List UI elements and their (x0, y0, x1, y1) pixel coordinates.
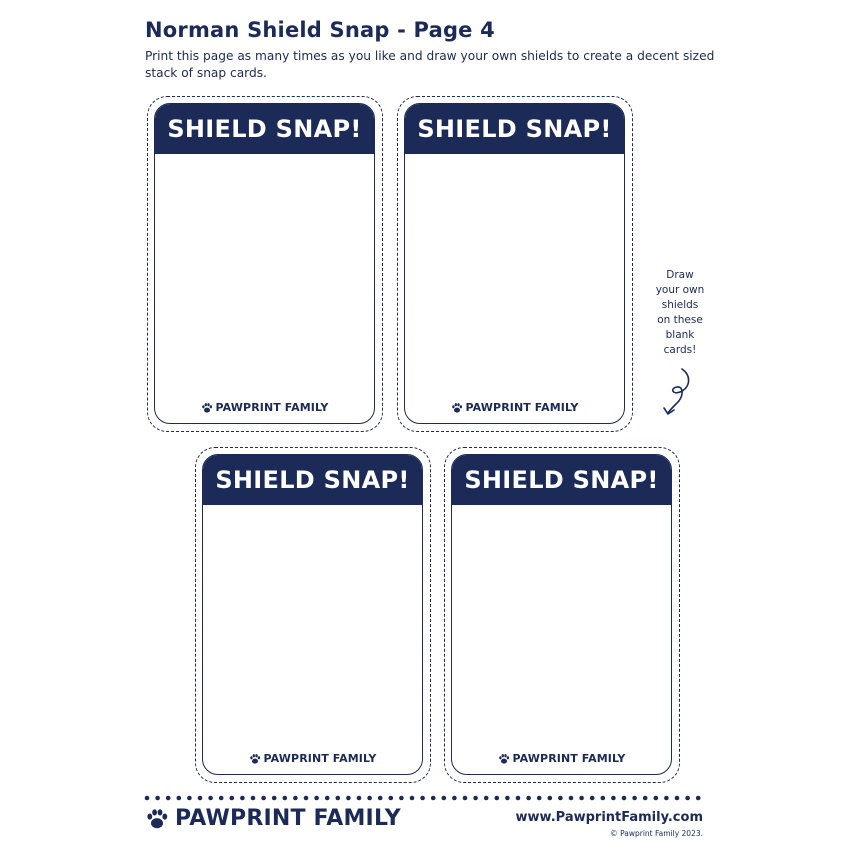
snap-card (451, 454, 672, 775)
divider-dot (378, 796, 383, 801)
divider-dot (590, 796, 595, 801)
card-header-label: SHIELD SNAP! (167, 115, 362, 143)
divider-dot (346, 796, 351, 801)
paw-icon (498, 753, 510, 765)
page-instructions: Print this page as many times as you like and draw your own shields to create a decent sized stack of snap cards. (145, 49, 715, 80)
card-header-label: SHIELD SNAP! (215, 466, 410, 494)
divider-dot (230, 796, 235, 801)
page-title: Norman Shield Snap - Page 4 (145, 18, 495, 42)
card-brand (405, 401, 624, 414)
divider-dot (145, 796, 150, 801)
divider-dot (155, 796, 160, 801)
card-header-label: SHIELD SNAP! (417, 115, 612, 143)
divider-dot (251, 796, 256, 801)
divider-dot (505, 796, 510, 801)
card-brand-label: PAWPRINT FAMILY (263, 752, 377, 765)
divider-dot (325, 796, 330, 801)
card-brand (203, 752, 422, 765)
paw-icon (451, 402, 463, 414)
footer-logo (145, 806, 401, 831)
footer-copyright: © Pawprint Family 2023. (610, 829, 703, 838)
divider-dot (685, 796, 690, 801)
divider-dot (198, 796, 203, 801)
curly-arrow-icon (660, 366, 696, 418)
snap-card (154, 103, 375, 424)
divider-dot (696, 796, 701, 801)
card-brand (155, 401, 374, 414)
card-drawing-area (452, 505, 671, 750)
divider-dot (177, 796, 182, 801)
card-brand-label: PAWPRINT FAMILY (465, 401, 579, 414)
divider-dot (389, 796, 394, 801)
divider-dot (654, 796, 659, 801)
divider-dot (283, 796, 288, 801)
divider-dot (664, 796, 669, 801)
divider-dot (399, 796, 404, 801)
divider-dot (431, 796, 436, 801)
paw-icon (201, 402, 213, 414)
divider-dot (643, 796, 648, 801)
divider-dot (516, 796, 521, 801)
card-drawing-area (155, 154, 374, 399)
divider-dot (304, 796, 309, 801)
snap-card (404, 103, 625, 424)
divider-dot (272, 796, 277, 801)
divider-dot (240, 796, 245, 801)
card-cut-outline (444, 447, 680, 783)
divider-dot (410, 796, 415, 801)
footer-brand-label: PAWPRINT FAMILY (175, 806, 401, 831)
card-brand-label: PAWPRINT FAMILY (215, 401, 329, 414)
side-note-line: on these (657, 314, 703, 326)
card-header (155, 104, 374, 154)
divider-dot (611, 796, 616, 801)
divider-dot (442, 796, 447, 801)
divider-dot (261, 796, 266, 801)
divider-dot (526, 796, 531, 801)
divider-dot (219, 796, 224, 801)
divider-dot (293, 796, 298, 801)
divider-dot (367, 796, 372, 801)
divider-dot (336, 796, 341, 801)
card-header (452, 455, 671, 505)
divider-dot (357, 796, 362, 801)
side-note-line: shields (661, 299, 699, 311)
snap-card (202, 454, 423, 775)
divider-dot (548, 796, 553, 801)
divider-dot (463, 796, 468, 801)
divider-dot (601, 796, 606, 801)
divider-dot (473, 796, 478, 801)
dotted-divider (144, 795, 704, 801)
side-note-line: Draw (666, 269, 694, 281)
divider-dot (579, 796, 584, 801)
footer-url-link[interactable]: www.PawprintFamily.com (515, 810, 703, 825)
card-brand (452, 752, 671, 765)
divider-dot (537, 796, 542, 801)
divider-dot (208, 796, 213, 801)
paw-icon (145, 807, 169, 831)
divider-dot (622, 796, 627, 801)
divider-dot (314, 796, 319, 801)
card-drawing-area (203, 505, 422, 750)
divider-dot (484, 796, 489, 801)
divider-dot (187, 796, 192, 801)
divider-dot (495, 796, 500, 801)
side-note-line: cards! (663, 344, 697, 356)
divider-dot (632, 796, 637, 801)
divider-dot (420, 796, 425, 801)
card-cut-outline (147, 96, 383, 432)
card-header (203, 455, 422, 505)
card-header (405, 104, 624, 154)
card-header-label: SHIELD SNAP! (464, 466, 659, 494)
card-cut-outline (397, 96, 633, 432)
side-note-line: your own (655, 284, 705, 296)
side-note (640, 268, 720, 358)
card-drawing-area (405, 154, 624, 399)
divider-dot (452, 796, 457, 801)
divider-dot (569, 796, 574, 801)
paw-icon (249, 753, 261, 765)
divider-dot (558, 796, 563, 801)
divider-dot (166, 796, 171, 801)
divider-dot (675, 796, 680, 801)
card-brand-label: PAWPRINT FAMILY (512, 752, 626, 765)
card-cut-outline (195, 447, 431, 783)
side-note-line: blank (665, 329, 695, 341)
